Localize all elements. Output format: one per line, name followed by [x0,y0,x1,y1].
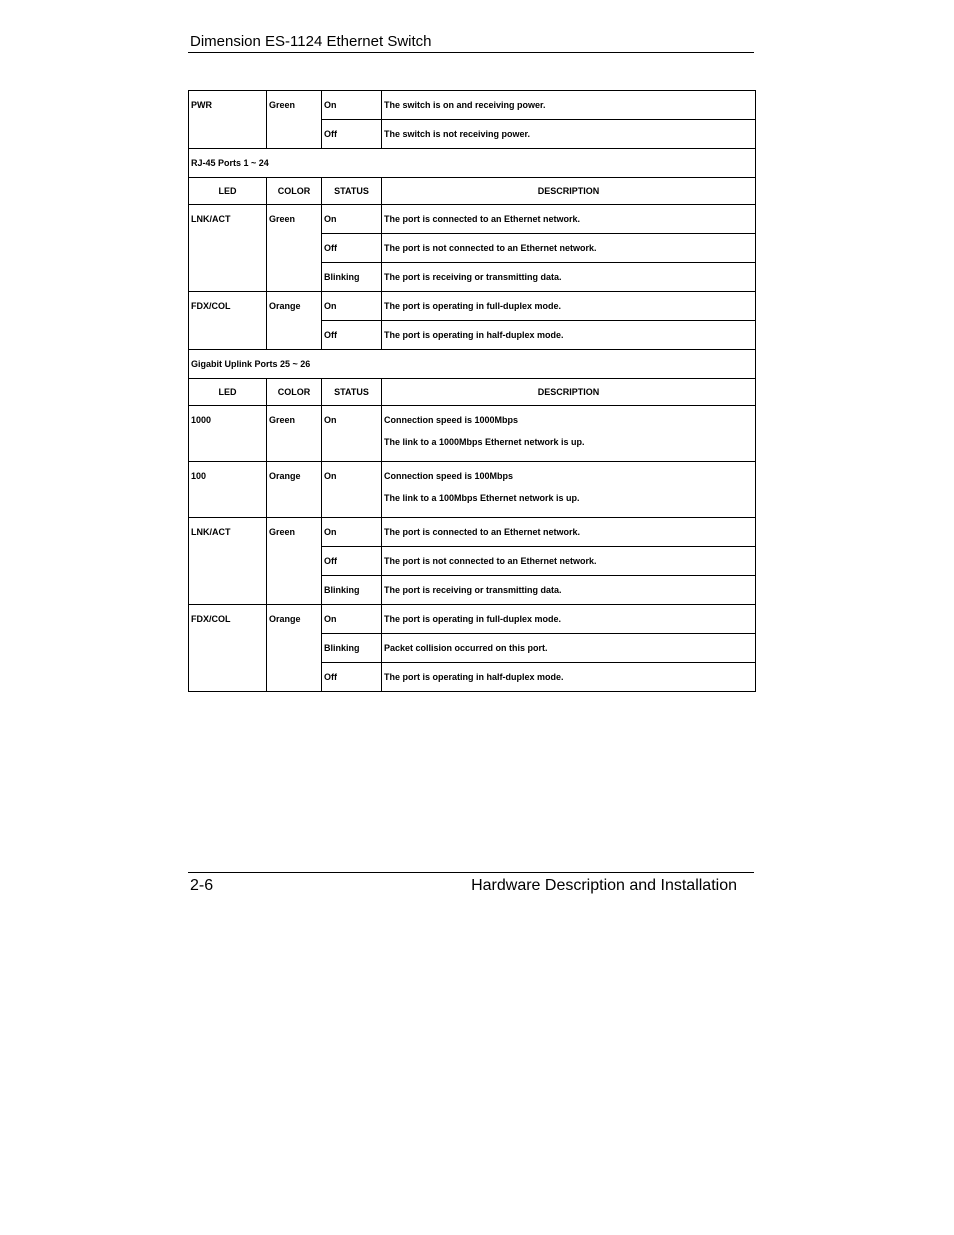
page-number: 2-6 [190,877,214,894]
column-header-color: COLOR [267,379,322,406]
description-line: Connection speed is 1000Mbps [384,415,519,425]
table-row [189,462,756,518]
led-description: The port is operating in half-duplex mode. [382,321,756,350]
chapter-title: Hardware Description and Installation [471,877,737,894]
column-header-description: DESCRIPTION [382,379,756,406]
section-row [189,350,756,379]
column-header-color: COLOR [267,178,322,205]
led-description: The port is connected to an Ethernet network. [382,518,756,547]
led-status: Blinking [322,634,382,663]
led-description: The switch is on and receiving power. [382,91,756,120]
description-line: The link to a 1000Mbps Ethernet network is up. [384,437,585,447]
led-status: On [322,292,382,321]
led-description [382,406,756,462]
led-description: The switch is not receiving power. [382,120,756,149]
led-name: 100 [189,462,267,518]
section-title-gigabit: Gigabit Uplink Ports 25 ~ 26 [189,350,756,379]
led-color: Orange [267,605,322,692]
led-color: Green [267,406,322,462]
led-status: Off [322,547,382,576]
led-status: Blinking [322,263,382,292]
led-status: Off [322,234,382,263]
column-header-description: DESCRIPTION [382,178,756,205]
led-status: On [322,605,382,634]
description-line: The link to a 100Mbps Ethernet network is up. [384,493,580,503]
led-status: On [322,462,382,518]
led-description: The port is not connected to an Ethernet network. [382,547,756,576]
led-name: FDX/COL [189,605,267,692]
section-title-rj45: RJ-45 Ports 1 ~ 24 [189,149,756,178]
column-header-status: STATUS [322,178,382,205]
led-status: On [322,518,382,547]
section-row [189,149,756,178]
led-description: The port is receiving or transmitting data. [382,263,756,292]
led-description [382,462,756,518]
led-description: The port is operating in full-duplex mode. [382,605,756,634]
led-color: Orange [267,292,322,350]
led-description: The port is connected to an Ethernet network. [382,205,756,234]
led-name: LNK/ACT [189,205,267,292]
led-status: On [322,91,382,120]
led-color: Orange [267,462,322,518]
led-color: Green [267,91,322,149]
document-title: Dimension ES-1124 Ethernet Switch [190,33,432,50]
column-header-led: LED [189,379,267,406]
led-status-table [188,90,756,692]
led-status: Blinking [322,576,382,605]
led-description: The port is not connected to an Ethernet network. [382,234,756,263]
table-row [189,406,756,462]
led-status: Off [322,663,382,692]
table-row [189,518,756,547]
column-header-row [189,379,756,406]
page-header [188,32,754,53]
led-name: 1000 [189,406,267,462]
led-description: The port is operating in full-duplex mode. [382,292,756,321]
description-line: Connection speed is 100Mbps [384,471,514,481]
led-description: Packet collision occurred on this port. [382,634,756,663]
column-header-row [189,178,756,205]
table-row [189,605,756,634]
led-status: Off [322,120,382,149]
led-description: The port is operating in half-duplex mode. [382,663,756,692]
led-name: LNK/ACT [189,518,267,605]
table-row [189,292,756,321]
table-row [189,205,756,234]
led-status: Off [322,321,382,350]
led-description: The port is receiving or transmitting data. [382,576,756,605]
led-name: FDX/COL [189,292,267,350]
table-row [189,91,756,120]
led-status: On [322,406,382,462]
led-status: On [322,205,382,234]
page-footer [188,872,754,897]
column-header-status: STATUS [322,379,382,406]
led-color: Green [267,205,322,292]
led-name: PWR [189,91,267,149]
led-color: Green [267,518,322,605]
column-header-led: LED [189,178,267,205]
